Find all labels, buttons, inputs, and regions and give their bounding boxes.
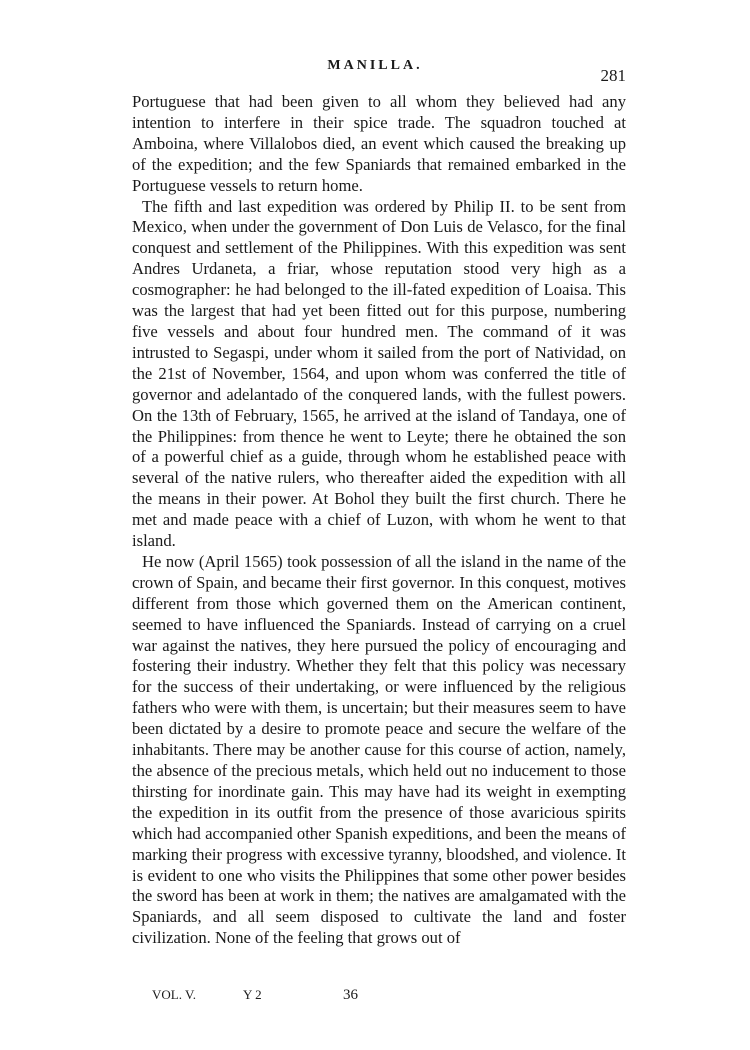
signature-mark: Y 2 xyxy=(243,987,262,1002)
gathering-number: 36 xyxy=(343,987,358,1003)
paragraph-1: Portuguese that had been given to all whom they believed had any intention to interfere in their spice trade. The squadron touched at Amboina, where Villalobos died, an event which caused the breaking up of the expedition; and the few Spaniards that remained embarked in the Portuguese vessels to return home. xyxy=(132,92,626,195)
running-head: MANILLA. xyxy=(327,58,423,73)
volume-label: VOL. V. xyxy=(152,987,196,1002)
page-footer xyxy=(0,987,750,1011)
page-number: 281 xyxy=(600,66,626,85)
paragraph-3: He now (April 1565) took possession of all the island in the name of the crown of Spain, and became their first governor. In this conquest, motives different from those which governed them on the American continent, seemed to have influenced the Spaniards. Instead of carrying on a cruel war against the natives, they here pursued the policy of encouraging and fostering their industry. Whether they felt that this policy was necessary for the success of their undertaking, or were influenced by the religious fathers who were with them, is uncertain; but their measures seem to have been dictated by a desire to promote peace and secure the welfare of the inhabitants. There may be another cause for this course of action, namely, the absence of the precious metals, which held out no inducement to those thirsting for inordinate gain. This may have had its weight in exempting the expedition in its outfit from the presence of those avaricious spirits which had accompanied other Spanish expeditions, and been the means of marking their progress with excessive tyranny, bloodshed, and violence. It is evident to one who visits the Philippines that some other power besides the sword has been at work in them; the natives are amalgamated with the Spaniards, and all seem disposed to cultivate the land and foster civilization. None of the feeling that grows out of xyxy=(132,551,626,948)
paragraph-2: The fifth and last expedition was ordered by Philip II. to be sent from Mexico, when under the government of Don Luis de Velasco, for the final conquest and settlement of the Philippines. With this expedition was sent Andres Urdaneta, a friar, whose reputation stood very high as a cosmographer: he had belonged to the ill-fated expedition of Loaisa. This was the largest that had yet been fitted out for this purpose, numbering five vessels and about four hundred men. The command of it was intrusted to Segaspi, under whom it sailed from the port of Natividad, on the 21st of November, 1564, and upon whom was conferred the title of governor and adelantado of the conquered lands, with the fullest powers. On the 13th of February, 1565, he arrived at the island of Tandaya, one of the Philippines: from thence he went to Leyte; there he obtained the son of a powerful chief as a guide, through whom he established peace with several of the native rulers, who thereafter aided the expedition with all the means in their power. At Bohol they built the first church. There he met and made peace with a chief of Luzon, with whom he went to that island. xyxy=(132,196,626,551)
body-text xyxy=(132,92,626,949)
